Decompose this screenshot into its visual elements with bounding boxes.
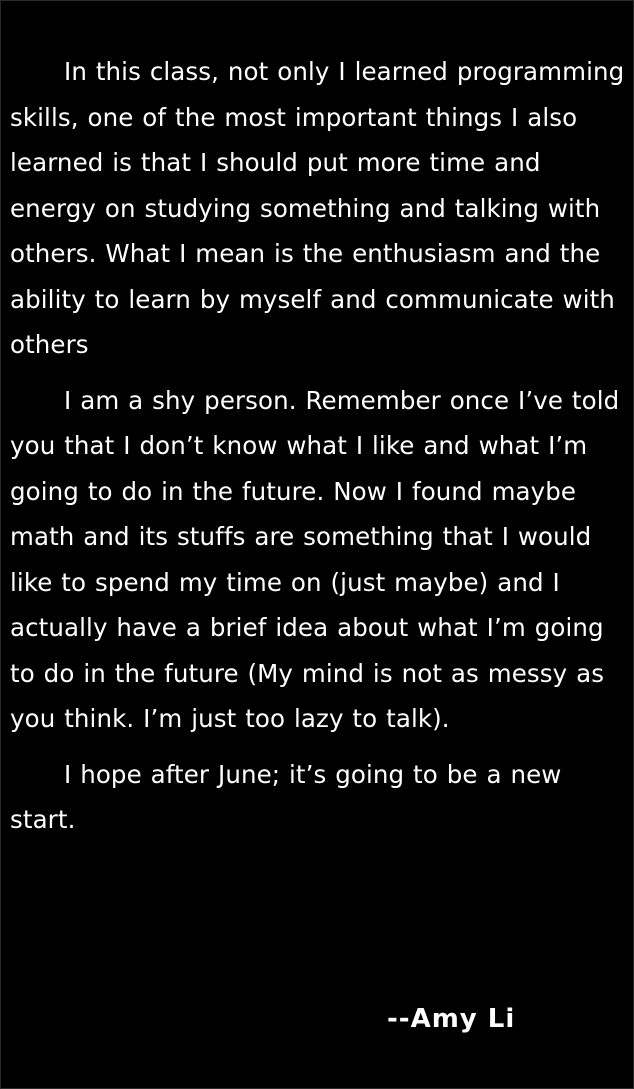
paragraph-shy-person: I am a shy person. Remember once I’ve told you that I don’t know what I like and what I’m going to do in the future. Now I found maybe math and its stuffs are something that I would like to spend my time on (just maybe) and I actually have a brief idea about what I’m going to do in the future (My mind is not as messy as you think. I’m just too lazy to talk).: [10, 385, 620, 733]
letter-body: [10, 49, 626, 843]
paragraph-new-start: I hope after June; it’s going to be a new start.: [10, 759, 562, 834]
signature: --Amy Li: [387, 1004, 516, 1034]
paragraph-class-reflection: In this class, not only I learned programming skills, one of the most important things I also learned is that I should put more time and energy on studying something and talking with others. What I mean is the enthusiasm and the ability to learn by myself and communicate with others: [10, 57, 625, 359]
